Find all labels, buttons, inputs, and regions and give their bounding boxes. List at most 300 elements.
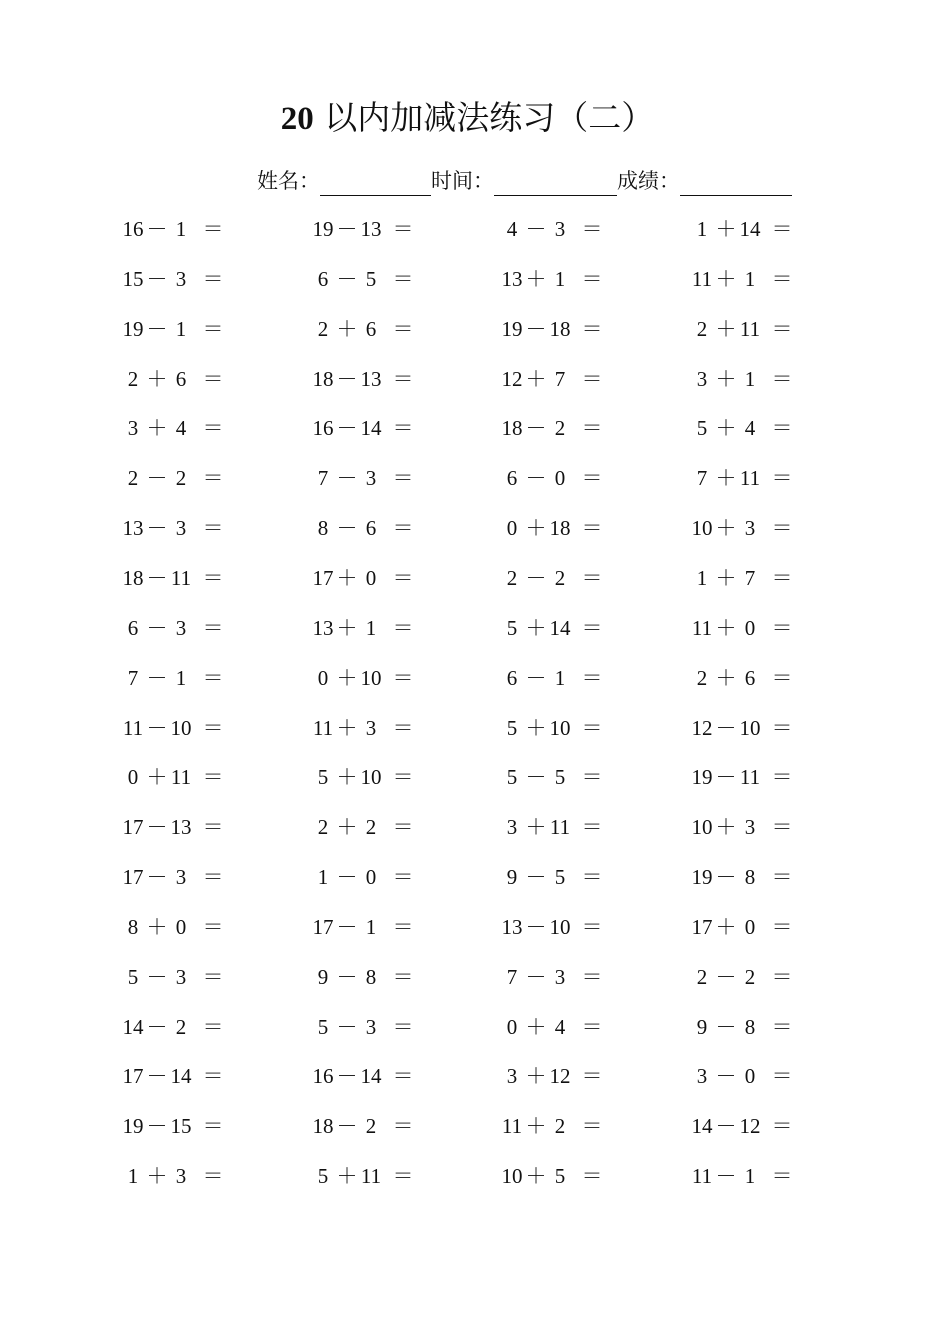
problem-operand-a: 0 (317, 666, 329, 690)
problem-operator: ＋ (146, 915, 168, 939)
problem-operator: ＋ (715, 416, 737, 440)
problem-operator: ＋ (525, 267, 547, 291)
problem-operator: － (525, 566, 547, 590)
problem-equals: ＝ (771, 1015, 793, 1039)
problem-operand-b: 14 (739, 217, 761, 241)
problem-equals: ＝ (581, 1114, 603, 1138)
problem-operand-a: 2 (696, 317, 708, 341)
problem-operand-a: 7 (696, 466, 708, 490)
problem-equals: ＝ (771, 416, 793, 440)
problem-item (500, 961, 610, 993)
problem-operand-a: 2 (506, 566, 518, 590)
problem-equals: ＝ (581, 666, 603, 690)
problem-operand-a: 4 (506, 217, 518, 241)
problem-operand-a: 0 (506, 516, 518, 540)
problem-operand-b: 1 (554, 666, 566, 690)
problem-operand-b: 2 (365, 815, 377, 839)
problem-operand-b: 10 (739, 716, 761, 740)
problem-operand-b: 0 (744, 1064, 756, 1088)
problem-operator: － (146, 616, 168, 640)
problem-operator: － (146, 267, 168, 291)
problem-operand-b: 1 (175, 666, 187, 690)
problem-operator: ＋ (336, 716, 358, 740)
problem-operand-b: 1 (744, 1164, 756, 1188)
problem-operator: － (336, 965, 358, 989)
problem-operand-b: 11 (739, 765, 761, 789)
problem-operator: － (715, 965, 737, 989)
problem-operator: － (525, 666, 547, 690)
problem-operator: － (715, 865, 737, 889)
problem-operand-b: 11 (170, 566, 192, 590)
problem-operand-a: 5 (317, 1015, 329, 1039)
problem-equals: ＝ (771, 716, 793, 740)
problem-operator: － (715, 1064, 737, 1088)
problem-operand-b: 4 (175, 416, 187, 440)
problem-operand-b: 10 (549, 915, 571, 939)
problem-operand-b: 1 (175, 317, 187, 341)
problem-equals: ＝ (202, 367, 224, 391)
problem-item (690, 412, 800, 444)
problem-equals: ＝ (202, 1114, 224, 1138)
problem-operand-b: 2 (554, 416, 566, 440)
problem-equals: ＝ (392, 815, 414, 839)
problem-operator: ＋ (525, 367, 547, 391)
problem-equals: ＝ (392, 317, 414, 341)
problem-operand-a: 17 (312, 915, 334, 939)
problem-equals: ＝ (392, 716, 414, 740)
problem-operand-b: 5 (554, 865, 566, 889)
problem-operand-b: 2 (554, 1114, 566, 1138)
problem-item (121, 712, 231, 744)
problem-item (500, 712, 610, 744)
problem-operand-b: 12 (739, 1114, 761, 1138)
problem-operand-a: 13 (312, 616, 334, 640)
problem-operator: ＋ (525, 1064, 547, 1088)
problem-item (121, 1011, 231, 1043)
problem-operand-a: 5 (127, 965, 139, 989)
problem-equals: ＝ (581, 217, 603, 241)
problem-operand-a: 16 (312, 416, 334, 440)
problem-item (690, 213, 800, 245)
problem-operand-a: 5 (506, 616, 518, 640)
problem-operand-a: 18 (122, 566, 144, 590)
problem-operand-a: 19 (691, 765, 713, 789)
problem-operand-b: 3 (365, 716, 377, 740)
problem-operand-a: 1 (317, 865, 329, 889)
problem-item (500, 263, 610, 295)
problem-operand-b: 12 (549, 1064, 571, 1088)
problem-equals: ＝ (581, 865, 603, 889)
problem-operand-b: 6 (365, 516, 377, 540)
problem-operand-a: 13 (122, 516, 144, 540)
problem-equals: ＝ (202, 1064, 224, 1088)
problem-operator: ＋ (336, 566, 358, 590)
problem-operand-b: 4 (554, 1015, 566, 1039)
problem-equals: ＝ (581, 716, 603, 740)
problem-operand-b: 2 (175, 1015, 187, 1039)
problem-operand-a: 2 (127, 466, 139, 490)
problem-operand-a: 17 (122, 815, 144, 839)
problem-operand-a: 5 (317, 765, 329, 789)
problem-operand-a: 3 (506, 1064, 518, 1088)
problem-operator: ＋ (715, 367, 737, 391)
problem-operator: ＋ (525, 815, 547, 839)
problem-operator: － (715, 1015, 737, 1039)
problem-operand-b: 0 (365, 865, 377, 889)
problem-operator: － (146, 865, 168, 889)
problem-equals: ＝ (202, 716, 224, 740)
problem-item (121, 1110, 231, 1142)
problem-operand-a: 16 (122, 217, 144, 241)
problem-operand-a: 3 (506, 815, 518, 839)
problem-operator: ＋ (525, 616, 547, 640)
problem-item (500, 562, 610, 594)
name-label: 姓名： (257, 169, 320, 193)
problem-operator: － (336, 267, 358, 291)
problem-item (690, 1060, 800, 1092)
problem-equals: ＝ (581, 317, 603, 341)
problem-operator: ＋ (715, 317, 737, 341)
problem-item (311, 1160, 421, 1192)
problem-equals: ＝ (581, 616, 603, 640)
problem-operand-a: 3 (696, 1064, 708, 1088)
problem-operator: ＋ (715, 915, 737, 939)
problem-item (311, 1060, 421, 1092)
problem-operator: ＋ (715, 516, 737, 540)
problem-operator: － (336, 865, 358, 889)
problem-item (690, 263, 800, 295)
problem-operand-a: 11 (312, 716, 334, 740)
problem-item (500, 412, 610, 444)
problem-operand-b: 3 (744, 815, 756, 839)
problem-operand-b: 1 (744, 267, 756, 291)
problem-item (500, 1110, 610, 1142)
problem-operand-b: 1 (175, 217, 187, 241)
problem-item (500, 811, 610, 843)
problem-equals: ＝ (202, 317, 224, 341)
problem-item (690, 911, 800, 943)
problem-item (690, 313, 800, 345)
problem-operator: － (525, 217, 547, 241)
problem-item (311, 961, 421, 993)
problem-operand-b: 0 (744, 616, 756, 640)
problem-operand-a: 17 (691, 915, 713, 939)
problem-item (121, 213, 231, 245)
problem-item (311, 1110, 421, 1142)
problem-operand-b: 3 (175, 616, 187, 640)
problem-operand-a: 15 (122, 267, 144, 291)
problem-operand-b: 13 (360, 367, 382, 391)
problem-item (500, 462, 610, 494)
problem-equals: ＝ (581, 416, 603, 440)
problem-operand-b: 1 (365, 915, 377, 939)
problem-item (500, 662, 610, 694)
problem-item (690, 1011, 800, 1043)
problem-item (311, 811, 421, 843)
problem-operand-a: 9 (317, 965, 329, 989)
problem-equals: ＝ (771, 765, 793, 789)
problem-operand-b: 3 (365, 1015, 377, 1039)
problem-operand-a: 5 (506, 765, 518, 789)
problem-operand-b: 6 (744, 666, 756, 690)
problem-operand-a: 9 (696, 1015, 708, 1039)
problem-operator: ＋ (525, 1164, 547, 1188)
problem-item (311, 712, 421, 744)
problem-operand-a: 2 (127, 367, 139, 391)
problem-operand-a: 6 (127, 616, 139, 640)
problem-operator: － (146, 317, 168, 341)
problem-operand-b: 14 (360, 416, 382, 440)
problem-equals: ＝ (771, 566, 793, 590)
problem-operand-b: 18 (549, 317, 571, 341)
problem-operand-b: 11 (549, 815, 571, 839)
problem-equals: ＝ (202, 666, 224, 690)
problem-operand-a: 11 (691, 1164, 713, 1188)
problem-operand-a: 19 (122, 1114, 144, 1138)
problem-operand-a: 7 (506, 965, 518, 989)
problem-operator: － (336, 416, 358, 440)
problem-item (690, 811, 800, 843)
problem-item (690, 363, 800, 395)
problem-operator: － (146, 666, 168, 690)
problem-item (311, 562, 421, 594)
problem-item (121, 562, 231, 594)
problem-equals: ＝ (392, 1064, 414, 1088)
problem-operator: － (336, 1015, 358, 1039)
problem-operator: ＋ (336, 815, 358, 839)
problem-operand-b: 10 (549, 716, 571, 740)
problem-operand-a: 18 (312, 1114, 334, 1138)
problem-operand-a: 0 (127, 765, 139, 789)
problem-operator: － (146, 1114, 168, 1138)
problem-equals: ＝ (392, 666, 414, 690)
problem-equals: ＝ (202, 466, 224, 490)
problem-equals: ＝ (581, 1015, 603, 1039)
problem-operand-b: 2 (365, 1114, 377, 1138)
problem-operand-b: 13 (360, 217, 382, 241)
problem-item (311, 512, 421, 544)
problem-item (500, 911, 610, 943)
problem-operand-b: 0 (554, 466, 566, 490)
problem-operator: － (336, 217, 358, 241)
problem-operand-b: 1 (554, 267, 566, 291)
problem-operand-a: 19 (691, 865, 713, 889)
problem-operand-a: 17 (312, 566, 334, 590)
problem-equals: ＝ (581, 915, 603, 939)
problem-equals: ＝ (392, 1114, 414, 1138)
problem-item (121, 363, 231, 395)
problem-item (311, 313, 421, 345)
problem-operand-a: 10 (691, 516, 713, 540)
problem-item (500, 612, 610, 644)
problem-operator: ＋ (336, 616, 358, 640)
problem-item (311, 213, 421, 245)
problem-equals: ＝ (392, 416, 414, 440)
problem-operand-a: 18 (501, 416, 523, 440)
problem-operator: ＋ (525, 516, 547, 540)
problem-operator: － (146, 466, 168, 490)
problem-operand-a: 5 (317, 1164, 329, 1188)
problem-equals: ＝ (392, 765, 414, 789)
problem-operand-a: 11 (122, 716, 144, 740)
problem-equals: ＝ (581, 965, 603, 989)
problem-operand-a: 19 (501, 317, 523, 341)
problem-item (121, 462, 231, 494)
problem-equals: ＝ (392, 1164, 414, 1188)
problem-equals: ＝ (392, 865, 414, 889)
problem-equals: ＝ (581, 815, 603, 839)
problem-operator: － (146, 1064, 168, 1088)
problem-operand-b: 3 (175, 267, 187, 291)
problem-operand-b: 8 (744, 1015, 756, 1039)
problem-operand-b: 11 (739, 466, 761, 490)
problem-operand-a: 6 (506, 466, 518, 490)
problem-operator: ＋ (146, 367, 168, 391)
problem-operand-b: 6 (175, 367, 187, 391)
problem-equals: ＝ (771, 865, 793, 889)
problem-operand-b: 3 (554, 217, 566, 241)
problem-equals: ＝ (771, 616, 793, 640)
problem-item (690, 462, 800, 494)
problem-operator: ＋ (336, 765, 358, 789)
problem-equals: ＝ (392, 915, 414, 939)
problem-operator: － (336, 516, 358, 540)
problem-item (121, 961, 231, 993)
problem-equals: ＝ (392, 217, 414, 241)
problem-operator: － (715, 1114, 737, 1138)
problem-operand-a: 2 (317, 815, 329, 839)
problem-operand-a: 10 (501, 1164, 523, 1188)
problem-item (311, 911, 421, 943)
problem-item (690, 1160, 800, 1192)
problem-operand-a: 11 (501, 1114, 523, 1138)
problem-item (311, 412, 421, 444)
problem-operand-b: 2 (744, 965, 756, 989)
problem-item (311, 761, 421, 793)
problem-operator: － (525, 416, 547, 440)
problem-item (500, 861, 610, 893)
problem-equals: ＝ (202, 566, 224, 590)
problem-operator: ＋ (336, 1164, 358, 1188)
problem-item (690, 562, 800, 594)
problem-equals: ＝ (581, 516, 603, 540)
problem-operand-a: 13 (501, 267, 523, 291)
problem-operand-b: 5 (365, 267, 377, 291)
problem-operand-a: 7 (317, 466, 329, 490)
problem-operand-a: 18 (312, 367, 334, 391)
problem-equals: ＝ (581, 367, 603, 391)
problem-operand-a: 2 (317, 317, 329, 341)
problem-operand-b: 13 (170, 815, 192, 839)
problem-equals: ＝ (392, 267, 414, 291)
problem-operator: － (146, 217, 168, 241)
problem-item (121, 313, 231, 345)
score-label: 成绩： (617, 169, 680, 193)
problem-item (690, 861, 800, 893)
problem-operator: － (146, 965, 168, 989)
problem-operator: ＋ (146, 1164, 168, 1188)
problem-operator: ＋ (336, 666, 358, 690)
problem-item (121, 861, 231, 893)
problem-operand-a: 14 (122, 1015, 144, 1039)
problem-equals: ＝ (392, 367, 414, 391)
problem-equals: ＝ (392, 1015, 414, 1039)
problem-operand-b: 5 (554, 1164, 566, 1188)
problem-operand-a: 5 (506, 716, 518, 740)
problem-equals: ＝ (771, 367, 793, 391)
problem-operand-a: 11 (691, 616, 713, 640)
problem-item (500, 761, 610, 793)
problem-item (311, 462, 421, 494)
problem-operand-b: 6 (365, 317, 377, 341)
problem-operand-a: 19 (312, 217, 334, 241)
problem-operand-a: 3 (127, 416, 139, 440)
problem-item (311, 612, 421, 644)
problem-operator: ＋ (146, 765, 168, 789)
problem-operand-b: 11 (360, 1164, 382, 1188)
problem-equals: ＝ (392, 516, 414, 540)
problem-operand-b: 14 (549, 616, 571, 640)
problem-operator: － (525, 965, 547, 989)
problem-operator: ＋ (715, 616, 737, 640)
problem-equals: ＝ (202, 1164, 224, 1188)
problem-item (690, 612, 800, 644)
problem-operator: － (146, 1015, 168, 1039)
problem-operand-b: 10 (170, 716, 192, 740)
problem-operator: － (525, 915, 547, 939)
problem-equals: ＝ (771, 317, 793, 341)
problem-equals: ＝ (392, 965, 414, 989)
problem-item (690, 712, 800, 744)
problem-operand-a: 5 (696, 416, 708, 440)
problem-item (500, 1011, 610, 1043)
problem-item (121, 911, 231, 943)
problem-operator: ＋ (715, 666, 737, 690)
problem-operand-b: 1 (744, 367, 756, 391)
problem-operator: ＋ (715, 267, 737, 291)
problem-equals: ＝ (771, 516, 793, 540)
problem-item (121, 412, 231, 444)
problem-item (690, 961, 800, 993)
problem-operator: ＋ (146, 416, 168, 440)
problem-operator: － (715, 716, 737, 740)
problem-operator: － (525, 317, 547, 341)
problem-operand-b: 7 (744, 566, 756, 590)
problem-equals: ＝ (202, 416, 224, 440)
problem-operand-b: 10 (360, 765, 382, 789)
problem-equals: ＝ (202, 765, 224, 789)
problem-operand-a: 2 (696, 965, 708, 989)
problem-operator: ＋ (715, 466, 737, 490)
problem-equals: ＝ (581, 1064, 603, 1088)
problem-operand-b: 3 (175, 865, 187, 889)
problem-item (121, 1060, 231, 1092)
problem-operand-a: 1 (696, 217, 708, 241)
problem-operator: － (715, 1164, 737, 1188)
problem-operand-a: 0 (506, 1015, 518, 1039)
problem-operator: － (146, 516, 168, 540)
problem-equals: ＝ (581, 466, 603, 490)
problem-item (690, 761, 800, 793)
problem-operator: － (146, 566, 168, 590)
problem-item (311, 861, 421, 893)
problem-operand-b: 3 (554, 965, 566, 989)
problem-operand-a: 12 (501, 367, 523, 391)
problem-operand-b: 14 (360, 1064, 382, 1088)
problem-item (121, 761, 231, 793)
problem-item (121, 811, 231, 843)
problem-operand-a: 9 (506, 865, 518, 889)
